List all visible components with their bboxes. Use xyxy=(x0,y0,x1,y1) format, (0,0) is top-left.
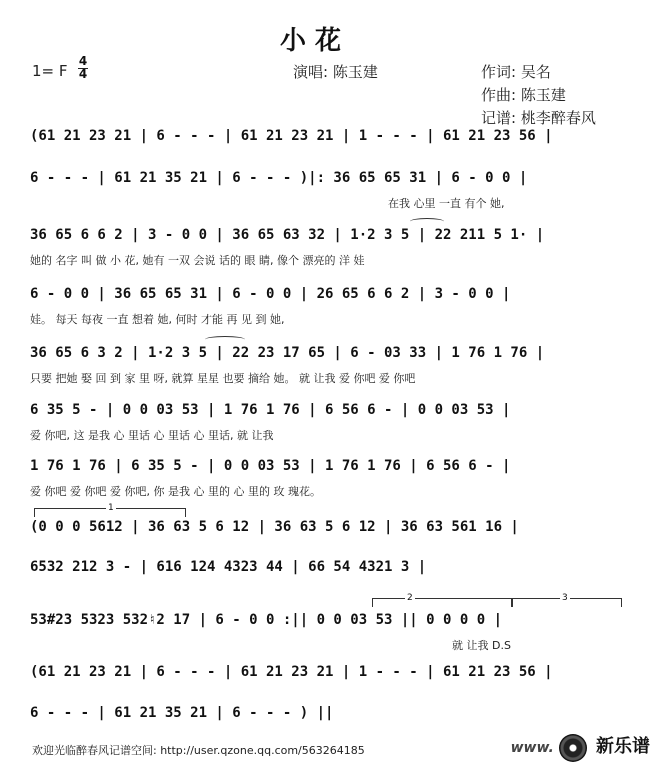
score-line-11: (61 21 23 21 | 6 - - - | 61 21 23 21 | 1 - - - | 61 21 23 56 | xyxy=(30,664,553,680)
composer-credit: 作曲: 陈玉建 xyxy=(481,86,566,104)
lyric-line-4: 只要 把她 娶 回 到 家 里 呀, 就算 星星 也要 摘给 她。 就 让我 爱 你吧 爱 你吧 xyxy=(30,372,416,385)
lyric-line-2: 她的 名字 叫 做 小 花, 她有 一双 会说 话的 眼 睛, 像个 漂亮的 洋 娃 xyxy=(30,254,365,267)
score-line-5: 36 65 6 3 2 | 1·2 3 5 | 22 23 17 65 | 6 - 03 33 | 1 76 1 76 | xyxy=(30,345,545,361)
volta-number-2: 2 xyxy=(407,593,413,603)
volta-number-3: 3 xyxy=(562,593,568,603)
score-line-3: 36 65 6 6 2 | 3 - 0 0 | 36 65 63 32 | 1·2 3 5 | 22 211 5 1· | xyxy=(30,227,545,243)
slur-mark xyxy=(410,218,444,225)
score-line-6: 6 35 5 - | 0 0 03 53 | 1 76 1 76 | 6 56 6 - | 0 0 03 53 | xyxy=(30,402,511,418)
score-line-9: 6532 212 3 - | 616 124 4323 44 | 66 54 4321 3 | xyxy=(30,559,427,575)
key-signature: 1= F xyxy=(32,62,68,80)
score-line-1: (61 21 23 21 | 6 - - - | 61 21 23 21 | 1 - - - | 61 21 23 56 | xyxy=(30,128,553,144)
lyric-line-3: 娃。 每天 每夜 一直 想着 她, 何时 才能 再 见 到 她, xyxy=(30,313,285,326)
time-signature xyxy=(78,56,88,80)
singer-credit: 演唱: 陈玉建 xyxy=(293,63,378,81)
footer-welcome-text: 欢迎光临醉春风记谱空间: http://user.qzone.qq.com/563264185 xyxy=(32,744,365,757)
score-line-2: 6 - - - | 61 21 35 21 | 6 - - - )|: 36 65 65 31 | 6 - 0 0 | xyxy=(30,170,528,186)
score-line-12: 6 - - - | 61 21 35 21 | 6 - - - ) || xyxy=(30,705,334,721)
score-line-8: (0 0 0 5612 | 36 63 5 6 12 | 36 63 5 6 12 | 36 63 561 16 | xyxy=(30,519,519,535)
lyric-line-5: 爱 你吧, 这 是我 心 里话 心 里话 心 里话, 就 让我 xyxy=(30,429,274,442)
score-line-4: 6 - 0 0 | 36 65 65 31 | 6 - 0 0 | 26 65 6 6 2 | 3 - 0 0 | xyxy=(30,286,511,302)
volta-number-1: 1 xyxy=(108,503,114,513)
time-sig-top: 4 xyxy=(78,54,88,68)
lyric-line-6: 爱 你吧 爱 你吧 爱 你吧, 你 是我 心 里的 心 里的 玫 瑰花。 xyxy=(30,485,321,498)
brand-logo-text: 新乐谱 xyxy=(596,736,650,757)
music-disc-icon xyxy=(559,734,587,762)
transcriber-credit: 记谱: 桃李醉春风 xyxy=(481,109,596,127)
lyric-line-1: 在我 心里 一直 有个 她, xyxy=(388,197,505,210)
website-prefix: www. xyxy=(510,740,554,756)
lyric-line-7: 就 让我 D.S xyxy=(452,639,511,652)
song-title: 小 花 xyxy=(280,26,342,56)
lyricist-credit: 作词: 吴名 xyxy=(481,63,551,81)
volta-bracket-2 xyxy=(372,598,512,607)
site-branding xyxy=(511,732,650,762)
time-sig-bottom: 4 xyxy=(78,67,88,81)
score-line-10: 53#23 5323 532♮2 17 | 6 - 0 0 :|| 0 0 03 53 || 0 0 0 0 | xyxy=(30,612,503,628)
score-line-7: 1 76 1 76 | 6 35 5 - | 0 0 03 53 | 1 76 1 76 | 6 56 6 - | xyxy=(30,458,511,474)
slur-mark xyxy=(205,336,245,343)
